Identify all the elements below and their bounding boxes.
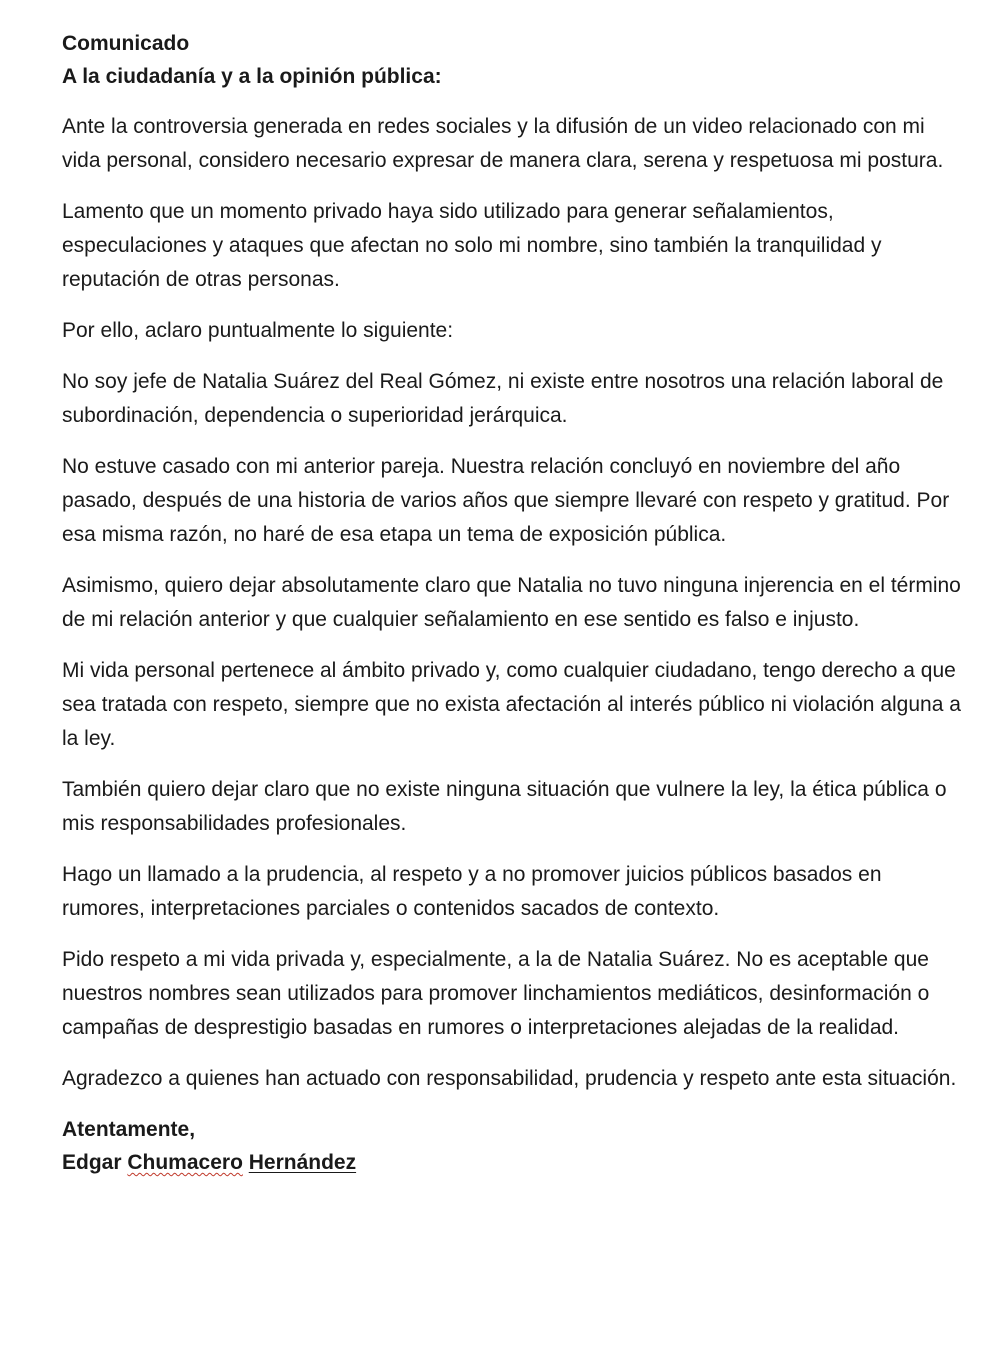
paragraph-10: Pido respeto a mi vida privada y, especialmente, a la de Natalia Suárez. No es aceptable que nuestros nombres sean utilizados para promover linchamientos mediáticos, desinformación o campañas de desprestigio basadas en rumores o interpretaciones alejadas de la realidad. (62, 948, 930, 1039)
document-title: Comunicado (62, 32, 190, 55)
paragraph-6: Asimismo, quiero dejar absolutamente claro que Natalia no tuvo ninguna injerencia en el término de mi relación anterior y que cualquier señalamiento en ese sentido es falso e injusto. (62, 574, 961, 631)
paragraph-5: No estuve casado con mi anterior pareja. Nuestra relación concluyó en noviembre del año pasado, después de una historia de varios años que siempre llevaré con respeto y gratitud. Por esa misma razón, no haré de esa etapa un tema de exposición pública. (62, 455, 950, 546)
closing-line: Atentamente, (62, 1118, 196, 1141)
signature-middle-name[interactable]: Chumacero (127, 1151, 243, 1174)
document-body (62, 27, 962, 1179)
paragraph-8: También quiero dejar claro que no existe ninguna situación que vulnere la ley, la ética pública o mis responsabilidades profesionales. (62, 778, 947, 835)
signature-first-name: Edgar (62, 1151, 122, 1174)
signature-name (62, 1146, 962, 1179)
paragraph-1: Ante la controversia generada en redes sociales y la difusión de un video relacionado con mi vida personal, considero necesario expresar de manera clara, serena y respetuosa mi postura. (62, 115, 944, 172)
paragraph-11: Agradezco a quienes han actuado con responsabilidad, prudencia y respeto ante esta situación. (62, 1067, 957, 1090)
signoff-block (62, 1113, 962, 1179)
paragraph-9: Hago un llamado a la prudencia, al respeto y a no promover juicios públicos basados en rumores, interpretaciones parciales o contenidos sacados de contexto. (62, 863, 882, 920)
document-salutation: A la ciudadanía y a la opinión pública: (62, 65, 442, 88)
paragraph-4: No soy jefe de Natalia Suárez del Real Gómez, ni existe entre nosotros una relación laboral de subordinación, dependencia o superioridad jerárquica. (62, 370, 944, 427)
paragraph-7: Mi vida personal pertenece al ámbito privado y, como cualquier ciudadano, tengo derecho a que sea tratada con respeto, siempre que no exista afectación al interés público ni violación alguna a la ley. (62, 659, 961, 750)
paragraph-2: Lamento que un momento privado haya sido utilizado para generar señalamientos, especulaciones y ataques que afectan no solo mi nombre, sino también la tranquilidad y reputación de otras personas. (62, 200, 882, 291)
paragraph-3: Por ello, aclaro puntualmente lo siguiente: (62, 319, 454, 342)
signature-last-name: Hernández (248, 1151, 357, 1174)
